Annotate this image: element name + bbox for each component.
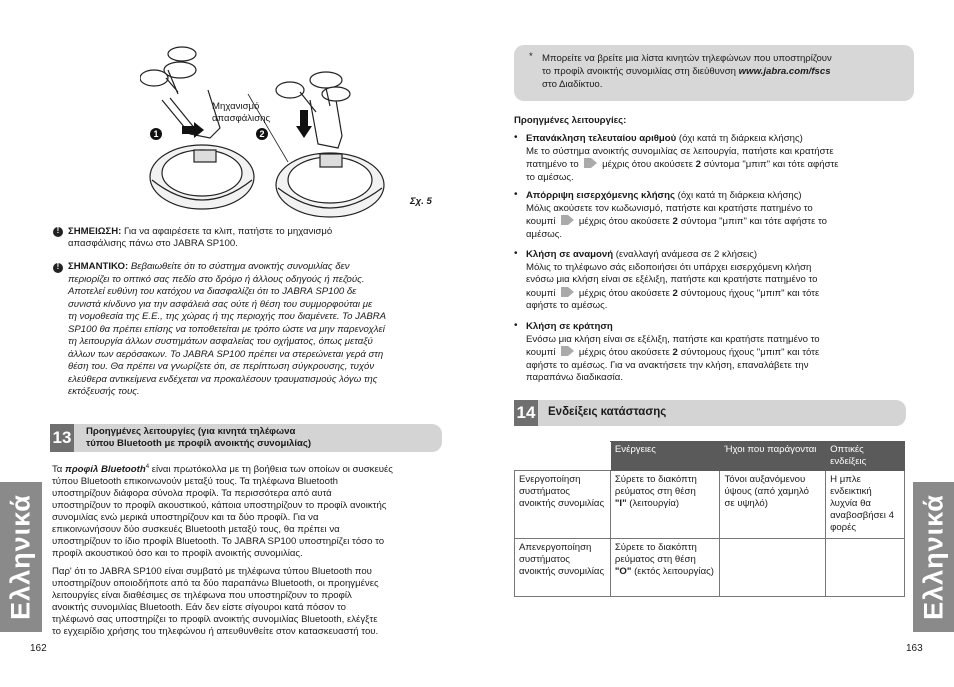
feature-title: Επανάκληση τελευταίου αριθμού (526, 133, 677, 144)
para1-line: προφίλ ακουστικού όσο και το προφίλ ανοικτής συνομιλίας. (52, 548, 303, 560)
section-14-title: Ενδείξεις κατάστασης (548, 406, 667, 418)
table-header: Ήχοι που παράγονται (720, 442, 826, 471)
feature-line: το αμέσως. (526, 171, 574, 183)
para1-text: Τα (52, 464, 66, 476)
important-line: εκτόξευσής τους. (68, 386, 140, 397)
feature-line: σύντομα "μπιπ" και τότε αφήστε (701, 159, 839, 170)
bluetooth-profiles-paragraph (52, 461, 447, 560)
switch-position: "O" (614, 566, 632, 577)
table-header: Ενέργειες (610, 442, 720, 471)
table-cell-sound: Τόνοι αυξανόμενου ύψους (από χαμηλό σε υψηλό) (720, 471, 826, 539)
feature-line: πατημένο το (526, 159, 582, 170)
fscs-note-line3: στο Διαδίκτυο. (542, 79, 603, 90)
note-label: ΣΗΜΕΙΩΣΗ: (68, 226, 122, 237)
feature-line: παραπάνω διαδικασία. (526, 372, 623, 383)
move-text: Σύρετε το διακόπτη ρεύματος στη θέση (614, 542, 697, 565)
table-cell-move (610, 539, 720, 597)
beep-count: 2 (695, 159, 701, 170)
feature-line: μέχρις ότου ακούσετε (576, 216, 673, 227)
feature-line: μέχρις ότου ακούσετε (576, 287, 673, 299)
beep-count: 2 (672, 347, 678, 358)
answer-end-button-icon (583, 158, 597, 168)
feature-line: Μόλις ακούσετε τον κωδωνισμό, πατήστε και κρατήστε πατημένο το (526, 202, 813, 214)
feature-reject-call (526, 190, 911, 241)
important-line: ελεύθερα αντικείμενα ενδέχεται να προκαλέσουν τραυματισμούς λόγω της (68, 373, 378, 385)
mechanism-label-line1: Μηχανισμό (212, 101, 260, 112)
table-cell-visual: Η μπλε ενδεικτική λυχνία θα αναβοσβήσει 4 φορές (826, 471, 905, 539)
feature-line: μέχρις ότου ακούσετε (599, 159, 696, 170)
table-cell-sound (720, 539, 826, 597)
feature-line: αφήστε το αμέσως. Για να ανακτήσετε την κλήση, επαναλάβετε την (526, 359, 809, 371)
move-text: Σύρετε το διακόπτη ρεύματος στη θέση (614, 474, 697, 497)
feature-line: αφήστε το αμέσως. (526, 300, 608, 311)
note-warning-icon (53, 227, 63, 237)
step-1-marker: 1 (150, 128, 162, 140)
para2-line: το εγχειρίδιο χρήσης του τηλεφώνου ή απευθυνθείτε στον κατασκευαστή του. (52, 626, 379, 637)
para1-line: τύπου Bluetooth επικοινωνούν μεταξύ τους. Τα τηλέφωνα Bluetooth (52, 476, 338, 488)
bluetooth-profile-term: προφίλ Bluetooth (65, 464, 146, 476)
compatibility-paragraph (52, 566, 447, 638)
para1-line: επικοινωνήσουν δύο συσκευές Bluetooth μεταξύ τους, θα πρέπει να (52, 524, 340, 536)
feature-title: Απόρριψη εισερχόμενης κλήσης (526, 190, 675, 201)
switch-position: "I" (614, 498, 627, 509)
important-line: περιορίζει το οπτικό σας πεδίο στο δρόμο ή άλλους οδηγούς ή πεζούς. (68, 273, 365, 285)
important-text (68, 261, 458, 399)
para2-line: λειτουργίες είναι διαθέσιμες σε τηλέφωνα που υποστηρίζουν το προφίλ (52, 590, 352, 601)
answer-end-button-icon (560, 215, 574, 225)
table-header-blank (515, 442, 611, 471)
figure-caption: Σχ. 5 (410, 196, 432, 207)
advanced-features-heading: Προηγμένες λειτουργίες: (514, 115, 627, 126)
feature-line: Με το σύστημα ανοικτής συνομιλίας σε λειτουργία, πατήστε και κρατήστε (526, 145, 834, 157)
para2-line: τηλέφωνό σας υποστηρίζει το προφίλ ανοικτής συνομιλίας Bluetooth, ελέγξτε (52, 614, 378, 625)
mechanism-label (212, 101, 270, 125)
important-line1: Βεβαιωθείτε ότι το σύστημα ανοικτής συνομιλίας δεν (128, 261, 350, 272)
table-cell-visual (826, 539, 905, 597)
feature-line: αμέσως. (526, 228, 563, 240)
feature-title-note: (όχι κατά τη διάρκεια κλήσης) (674, 190, 802, 201)
important-line: Αποτελεί ευθύνη του κατόχου να διασφαλίζει ότι το JABRA SP100 δε (68, 286, 357, 297)
note-line2: απασφάλισης πάνω στο JABRA SP100. (68, 238, 238, 249)
feature-line: σύντομα "μπιπ" και τότε αφήστε το (677, 216, 828, 227)
beep-count: 2 (672, 287, 678, 299)
right-page-number: 163 (906, 643, 923, 654)
para1-line: υποστηρίζουν το ίδιο προφίλ Bluetooth. Το JABRA SP100 υποστηρίζει τόσο το (52, 536, 385, 548)
para1-text: είναι πρωτόκολλα με τη βοήθεια των οποίων οι συσκευές (149, 464, 393, 476)
jabra-fscs-link[interactable]: www.jabra.com/fscs (738, 66, 831, 77)
feature-line: σύντομους ήχους "μπιπ" και τότε (677, 287, 820, 299)
mechanism-label-line2: απασφάλισης (212, 113, 271, 124)
fscs-note-text (542, 52, 912, 91)
clip-removal-figure (140, 40, 440, 222)
beep-count: 2 (672, 216, 678, 227)
feature-title: Κλήση σε κράτηση (526, 321, 613, 332)
left-page-number: 162 (30, 643, 47, 654)
answer-end-button-icon (560, 346, 574, 356)
important-line: τη λειτουργία άλλων συστημάτων ασφαλείας του οχήματος, όπως μεταξύ (68, 336, 373, 347)
bullet-icon: • (514, 132, 518, 143)
right-language-tab-label: Ελληνικά (918, 494, 948, 620)
para1-line: υποστηρίζουν διάφορα σύνολα προφίλ. Τα περισσότερα από αυτά (52, 488, 332, 500)
feature-line: ενόσω μια κλήση είναι σε εξέλιξη, πατήστε και κρατήστε πατημένο το (526, 274, 818, 285)
table-header-row (515, 442, 905, 471)
feature-call-hold (526, 321, 911, 385)
feature-title-note: (εναλλαγή ανάμεσα σε 2 κλήσεις) (613, 249, 758, 260)
important-label: ΣΗΜΑΝΤΙΚΟ: (68, 261, 129, 272)
fscs-note-line2: το προφίλ ανοικτής συνομιλίας στη διεύθυνση (542, 66, 739, 77)
feature-line: μέχρις ότου ακούσετε (576, 347, 673, 358)
important-line: θέση του. Θα πρέπει να γνωρίζετε ότι, σε περίπτωση σύγκρουσης, τυχόν (68, 361, 375, 372)
bullet-icon: • (514, 189, 518, 200)
para1-line: συνομιλίας ενώ μερικά υποστηρίζουν και τα δύο προφίλ. Για να (52, 512, 319, 524)
answer-end-button-icon (560, 287, 574, 297)
footnote-marker: 4 (145, 464, 150, 470)
important-line: συνιστά κίνδυνο για την ασφάλειά σας ούτε ή θέση του συμμορφούται με (68, 298, 373, 310)
table-header: Οπτικές ενδείξεις (826, 442, 905, 471)
para2-line: ανοικτής συνομιλίας Bluetooth. Εάν δεν είστε σίγουροι κατά πόσον το (52, 602, 346, 613)
move-text: (εκτός λειτουργίας) (631, 566, 714, 577)
table-row (515, 471, 905, 539)
section-13-title (86, 426, 311, 450)
important-line: άλλων των αερόσακων. Το JABRA SP100 πρέπει να στερεώνεται γερά στη (68, 348, 384, 360)
feature-line: Μόλις το τηλέφωνο σάς ειδοποιήσει ότι υπάρχει εισερχόμενη κλήση (526, 261, 812, 273)
feature-call-waiting (526, 249, 911, 313)
fscs-note-line1: Μπορείτε να βρείτε μια λίστα κινητών τηλεφώνων που υποστηρίζουν (542, 53, 832, 64)
feature-redial (526, 133, 911, 184)
section-13-number: 13 (50, 424, 74, 452)
section-13-title-line2: τύπου Bluetooth με προφίλ ανοικτής συνομιλίας) (86, 438, 312, 449)
section-14-number: 14 (514, 400, 538, 426)
important-line: SP100 θα πρέπει επίσης να τοποθετείται με τρόπο ώστε να μην παρενοχλεί (68, 323, 385, 335)
para1-line: υποστηρίζουν το προφίλ ακουστικού, κάποια υποστηρίζουν το προφίλ ανοικτής (52, 500, 387, 512)
feature-line: Ενόσω μια κλήση είναι σε εξέλιξη, πατήστε και κρατήστε πατημένο το (526, 333, 820, 345)
left-language-tab (0, 482, 42, 632)
left-language-tab-label: Ελληνικά (5, 494, 36, 620)
para2-line: Παρ' ότι το JABRA SP100 είναι συμβατό με τηλέφωνα τύπου Bluetooth που (52, 566, 372, 577)
feature-line: κουμπί (526, 216, 559, 227)
fscs-note-star: * (529, 51, 533, 62)
section-13-title-line1: Προηγμένες λειτουργίες (για κινητά τηλέφωνα (86, 426, 296, 437)
table-cell-move (610, 471, 720, 539)
feature-line: κουμπί (526, 287, 559, 299)
note-text (68, 226, 448, 250)
important-line: τη νομοθεσία της Ε.Ε., της χώρας ή της περιοχής που διαμένετε. Το JABRA (68, 311, 387, 322)
right-language-tab (913, 482, 954, 632)
table-cell-action: Ενεργοποίηση συστήματος ανοικτής συνομιλίας (515, 471, 611, 539)
feature-line: σύντομους ήχους "μπιπ" και τότε (677, 347, 820, 358)
step-2-marker: 2 (256, 128, 268, 140)
note-line1: Για να αφαιρέσετε τα κλιπ, πατήστε το μηχανισμό (121, 226, 333, 237)
table-cell-action: Απενεργοποίηση συστήματος ανοικτής συνομιλίας (515, 539, 611, 597)
table-row (515, 539, 905, 597)
bullet-icon: • (514, 248, 518, 259)
feature-title: Κλήση σε αναμονή (526, 249, 614, 260)
move-text: (λειτουργία) (626, 498, 680, 509)
para2-line: υποστηρίζουν οποιοδήποτε από τα δύο παραπάνω Bluetooth, οι προηγμένες (52, 578, 379, 589)
feature-line: κουμπί (526, 347, 559, 358)
important-warning-icon (53, 263, 63, 273)
status-indications-table (514, 441, 905, 597)
bullet-icon: • (514, 320, 518, 331)
feature-title-note: (όχι κατά τη διάρκεια κλήσης) (676, 133, 803, 144)
